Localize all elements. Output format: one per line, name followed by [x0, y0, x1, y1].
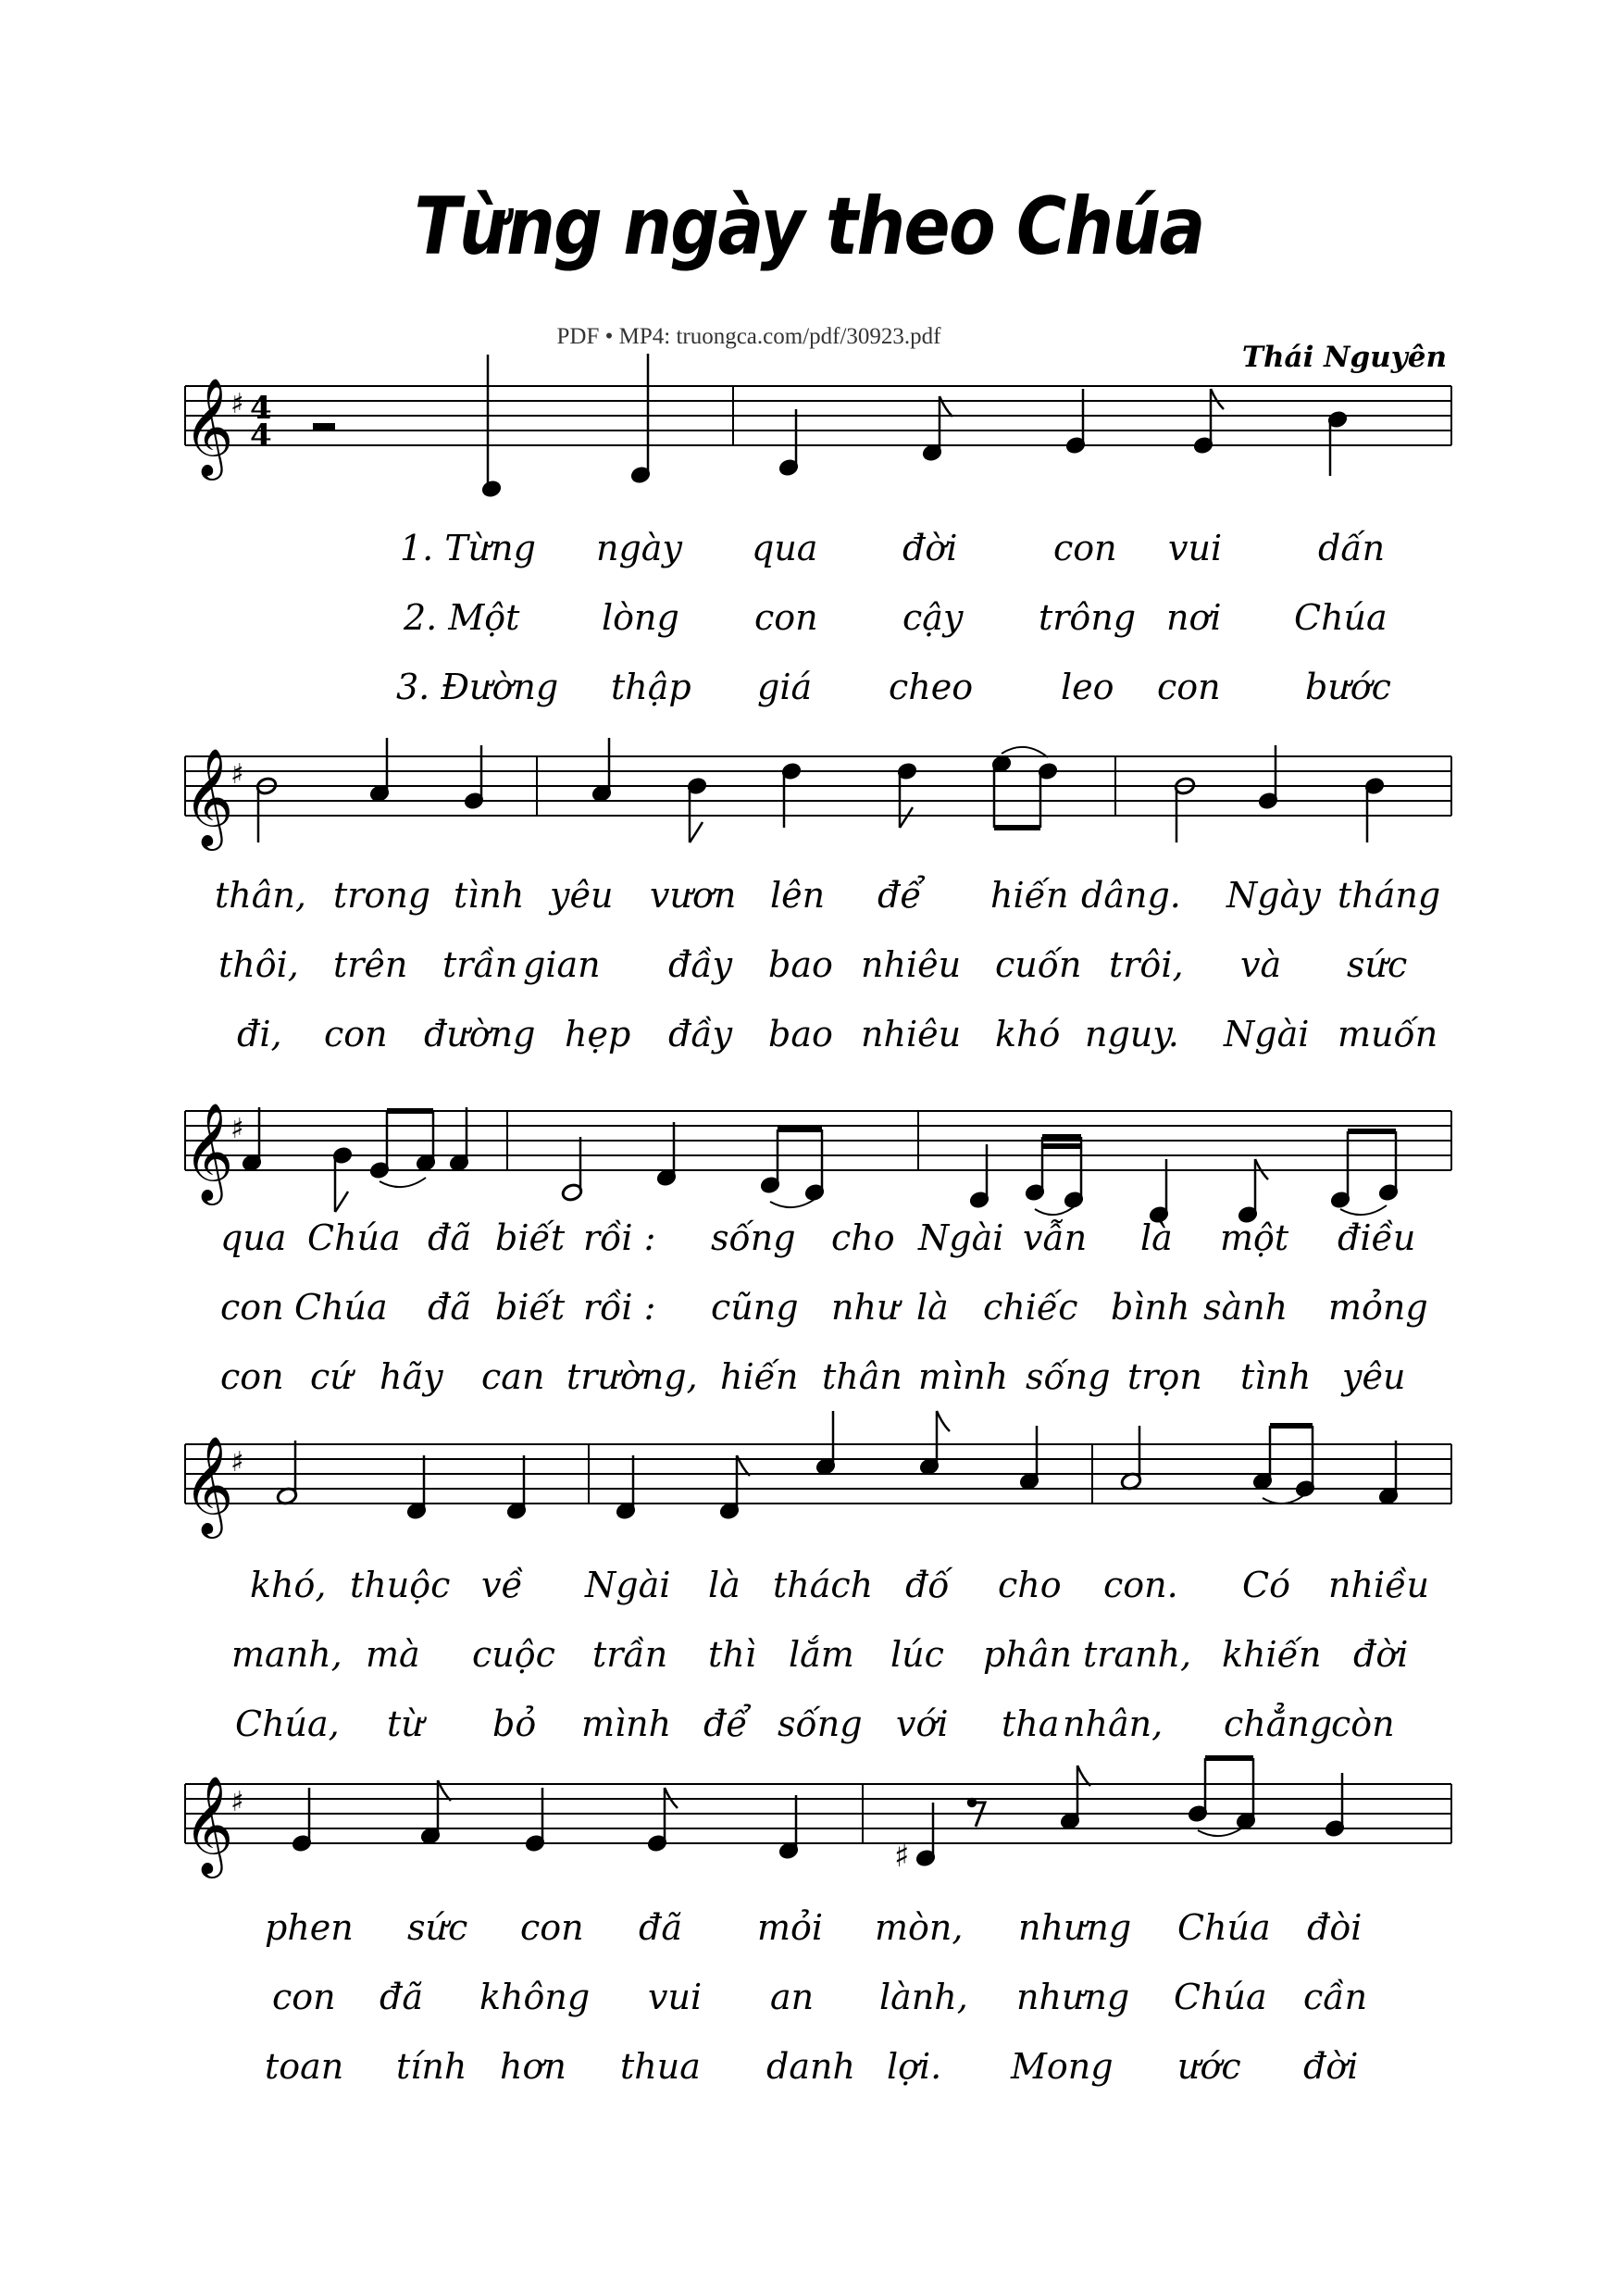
lyric-word: đầy: [668, 944, 733, 985]
lyric-word: như: [831, 1287, 900, 1328]
lyric-word: biết: [495, 1287, 566, 1328]
lyric-word: 1. Từng: [400, 528, 536, 568]
lyric-word: sức: [407, 1907, 468, 1948]
lyric-word: mà: [366, 1634, 420, 1675]
lyric-word: Ngài: [585, 1565, 671, 1605]
lyric-word: trông: [1039, 597, 1137, 638]
lyric-word: đã: [428, 1217, 471, 1258]
lyric-word: chiếc: [983, 1287, 1078, 1328]
treble-clef: 𝄞: [183, 1435, 234, 1534]
lyric-word: trên: [333, 944, 408, 985]
lyric-word: yêu: [550, 875, 614, 916]
lyric-word: con: [220, 1356, 284, 1397]
lyric-word: đố: [905, 1565, 950, 1605]
lyric-word: chẳng: [1224, 1703, 1333, 1744]
lyric-word: nhân,: [1063, 1703, 1164, 1744]
lyric-word: nơi: [1166, 597, 1222, 638]
sharp-sign: ♯: [230, 388, 244, 420]
lyric-word: đường: [424, 1014, 536, 1054]
lyric-word: là: [1140, 1217, 1173, 1258]
lyric-word: cần: [1303, 1977, 1368, 2017]
lyric-word: hơn: [500, 2046, 566, 2087]
lyric-word: khó,: [250, 1565, 327, 1605]
lyric-line-1-3: [0, 667, 1618, 722]
lyric-word: là: [708, 1565, 741, 1605]
lyric-word: đời: [1303, 2046, 1359, 2087]
lyric-line-3-3: [0, 1356, 1618, 1412]
lyric-word: trần: [592, 1634, 668, 1675]
lyric-word: rồi :: [583, 1287, 656, 1328]
sharp-sign: ♯: [230, 758, 244, 791]
lyric-word: hiến: [990, 875, 1069, 916]
staff-system-2: [0, 722, 1618, 870]
sharp-sign: ♯: [894, 1838, 910, 1875]
lyric-word: nhiều: [1328, 1565, 1429, 1605]
lyric-line-2-2: [0, 944, 1618, 1000]
lyric-word: trọn: [1127, 1356, 1202, 1397]
lyric-word: đầy: [668, 1014, 733, 1054]
lyric-word: tính: [396, 2046, 467, 2087]
lyric-word: biết: [495, 1217, 566, 1258]
sharp-sign: ♯: [230, 1786, 244, 1818]
lyric-word: mòn,: [875, 1907, 964, 1948]
lyric-word: phen: [265, 1907, 354, 1948]
lyric-word: thôi,: [218, 944, 299, 985]
composer-name: Thái Nguyên: [1241, 341, 1447, 374]
lyric-word: không: [479, 1977, 591, 2017]
lyric-line-1-2: [0, 597, 1618, 653]
lyric-line-3-1: [0, 1217, 1618, 1273]
lyric-word: đã: [428, 1287, 471, 1328]
lyric-word: để: [703, 1703, 748, 1744]
lyric-word: an: [770, 1977, 815, 2017]
lyric-word: toan: [265, 2046, 344, 2087]
lyric-word: là: [916, 1287, 949, 1328]
lyric-word: yêu: [1342, 1356, 1406, 1397]
lyric-word: vui: [648, 1977, 703, 2017]
time-signature-bottom: 4: [250, 418, 272, 455]
lyric-word: phân: [983, 1634, 1072, 1675]
lyric-word: hiến: [720, 1356, 799, 1397]
lyric-word: thua: [620, 2046, 701, 2087]
sharp-sign: ♯: [230, 1446, 244, 1479]
lyric-word: vui: [1168, 528, 1223, 568]
source-link[interactable]: PDF • MP4: truongca.com/pdf/30923.pdf: [556, 324, 941, 349]
lyric-word: cheo: [889, 667, 974, 707]
lyric-word: Mong: [1011, 2046, 1114, 2087]
lyric-word: hãy: [380, 1356, 443, 1397]
staff-system-1: [0, 352, 1618, 537]
lyric-word: rồi :: [583, 1217, 656, 1258]
treble-clef: 𝄞: [183, 377, 234, 476]
lyric-line-4-1: [0, 1565, 1618, 1620]
lyric-word: nhiêu: [861, 944, 962, 985]
lyric-word: con: [324, 1014, 388, 1054]
lyric-word: 3. Đường: [396, 667, 559, 707]
lyric-word: mình: [581, 1703, 672, 1744]
lyric-word: Chúa: [307, 1217, 401, 1258]
lyric-word: qua: [220, 1217, 287, 1258]
lyric-word: lợi.: [887, 2046, 942, 2087]
lyric-word: tha: [1002, 1703, 1060, 1744]
lyric-word: với: [896, 1703, 949, 1744]
lyric-word: vẫn: [1023, 1217, 1088, 1258]
lyric-word: lành,: [879, 1977, 968, 2017]
lyric-word: Ngày: [1226, 875, 1321, 916]
treble-clef: 𝄞: [183, 1102, 234, 1201]
lyric-word: muốn: [1338, 1014, 1438, 1054]
lyric-word: mỏng: [1328, 1287, 1428, 1328]
lyric-word: thân: [822, 1356, 902, 1397]
lyric-word: tình: [1240, 1356, 1312, 1397]
lyric-word: Chúa: [1174, 1977, 1267, 2017]
lyric-word: cuốn: [995, 944, 1082, 985]
lyric-word: điều: [1338, 1217, 1416, 1258]
lyric-word: Ngài: [918, 1217, 1004, 1258]
sharp-sign: ♯: [230, 1113, 244, 1145]
lyric-word: đã: [380, 1977, 423, 2017]
lyric-word: Có: [1242, 1565, 1290, 1605]
lyric-line-1-1: [0, 528, 1618, 583]
lyric-word: thập: [611, 667, 691, 707]
lyric-line-5-1: [0, 1907, 1618, 1963]
lyric-word: trôi,: [1109, 944, 1184, 985]
lyric-word: thì: [708, 1634, 756, 1675]
lyric-word: khiến: [1222, 1634, 1322, 1675]
lyric-word: leo: [1061, 667, 1114, 707]
lyric-word: cứ: [310, 1356, 353, 1397]
lyric-word: từ: [387, 1703, 424, 1744]
lyric-word: cậy: [902, 597, 964, 638]
lyric-word: sống: [711, 1217, 796, 1258]
lyric-word: sức: [1347, 944, 1408, 985]
lyric-word: đi,: [237, 1014, 282, 1054]
treble-clef: 𝄞: [183, 1775, 234, 1874]
lyric-word: giá: [757, 667, 813, 707]
lyric-word: manh,: [231, 1634, 342, 1675]
lyric-word: một: [1220, 1217, 1289, 1258]
staff-system-3: [0, 1074, 1618, 1222]
lyric-line-4-2: [0, 1634, 1618, 1690]
half-rest: [313, 423, 335, 430]
lyric-word: dâng.: [1081, 875, 1181, 916]
lyric-word: trần: [442, 944, 518, 985]
lyric-word: sống: [1026, 1356, 1111, 1397]
note-head: [481, 480, 502, 497]
lyric-word: 2. Một: [404, 597, 520, 638]
time-signature-top: 4: [250, 390, 272, 427]
lyric-word: danh: [766, 2046, 855, 2087]
lyric-line-2-1: [0, 875, 1618, 930]
lyric-word: lên: [770, 875, 826, 916]
lyric-word: con: [1053, 528, 1117, 568]
lyric-word: đòi: [1307, 1907, 1363, 1948]
lyric-line-5-2: [0, 1977, 1618, 2032]
lyric-word: về: [481, 1565, 523, 1605]
lyric-word: trường,: [566, 1356, 698, 1397]
lyric-word: mỏi: [757, 1907, 824, 1948]
song-title: Từng ngày theo Chúa: [414, 181, 1204, 273]
lyric-line-2-3: [0, 1014, 1618, 1069]
lyric-word: thuộc: [350, 1565, 451, 1605]
lyric-word: Ngài: [1224, 1014, 1310, 1054]
lyric-line-5-3: [0, 2046, 1618, 2102]
lyric-word: cuộc: [472, 1634, 555, 1675]
lyric-word: Chúa,: [235, 1703, 340, 1744]
lyric-word: Chúa: [1177, 1907, 1271, 1948]
lyric-word: bình: [1111, 1287, 1190, 1328]
lyric-word: cũng: [711, 1287, 799, 1328]
lyric-word: can: [481, 1356, 545, 1397]
staff-system-5: [0, 1750, 1618, 1898]
lyric-word: hẹp: [565, 1014, 631, 1054]
lyric-word: ngày: [596, 528, 682, 568]
lyric-word: thách: [773, 1565, 874, 1605]
lyric-word: sống: [778, 1703, 863, 1744]
lyric-word: con: [220, 1287, 284, 1328]
lyric-word: nguy.: [1085, 1014, 1179, 1054]
lyric-word: tình: [454, 875, 525, 916]
lyric-word: để: [877, 875, 922, 916]
lyric-word: nhưng: [1018, 1907, 1132, 1948]
treble-clef: 𝄞: [183, 747, 234, 846]
lyric-word: con: [520, 1907, 584, 1948]
lyric-word: bao: [768, 1014, 833, 1054]
lyric-word: con: [1157, 667, 1221, 707]
lyric-word: và: [1240, 944, 1282, 985]
lyric-word: thân,: [215, 875, 306, 916]
lyric-word: Chúa: [1294, 597, 1388, 638]
lyric-word: còn: [1331, 1703, 1395, 1744]
staff-system-4: [0, 1412, 1618, 1560]
lyric-word: mình: [918, 1356, 1009, 1397]
lyric-word: nhưng: [1016, 1977, 1130, 2017]
lyric-word: bước: [1305, 667, 1391, 707]
lyric-word: nhiêu: [861, 1014, 962, 1054]
lyric-word: bỏ: [492, 1703, 537, 1744]
lyric-word: cho: [998, 1565, 1062, 1605]
lyric-word: con: [754, 597, 818, 638]
lyric-word: ước: [1177, 2046, 1241, 2087]
lyric-word: con.: [1103, 1565, 1178, 1605]
lyric-word: Chúa: [294, 1287, 388, 1328]
lyric-word: đời: [902, 528, 958, 568]
lyric-word: lòng: [602, 597, 679, 638]
lyric-word: lắm: [789, 1634, 854, 1675]
lyric-word: con: [272, 1977, 336, 2017]
lyric-word: vươn: [650, 875, 737, 916]
lyric-word: sành: [1203, 1287, 1288, 1328]
lyric-line-3-2: [0, 1287, 1618, 1342]
lyric-word: bao: [768, 944, 833, 985]
lyric-word: khó: [995, 1014, 1061, 1054]
lyric-word: cho: [831, 1217, 895, 1258]
lyric-word: gian: [523, 944, 601, 985]
lyric-word: dấn: [1318, 528, 1386, 568]
lyric-word: qua: [752, 528, 818, 568]
lyric-word: đời: [1353, 1634, 1409, 1675]
lyric-word: tháng: [1338, 875, 1441, 916]
lyric-word: lúc: [890, 1634, 944, 1675]
lyric-word: trong: [333, 875, 431, 916]
lyric-word: tranh,: [1083, 1634, 1192, 1675]
lyric-word: đã: [639, 1907, 682, 1948]
